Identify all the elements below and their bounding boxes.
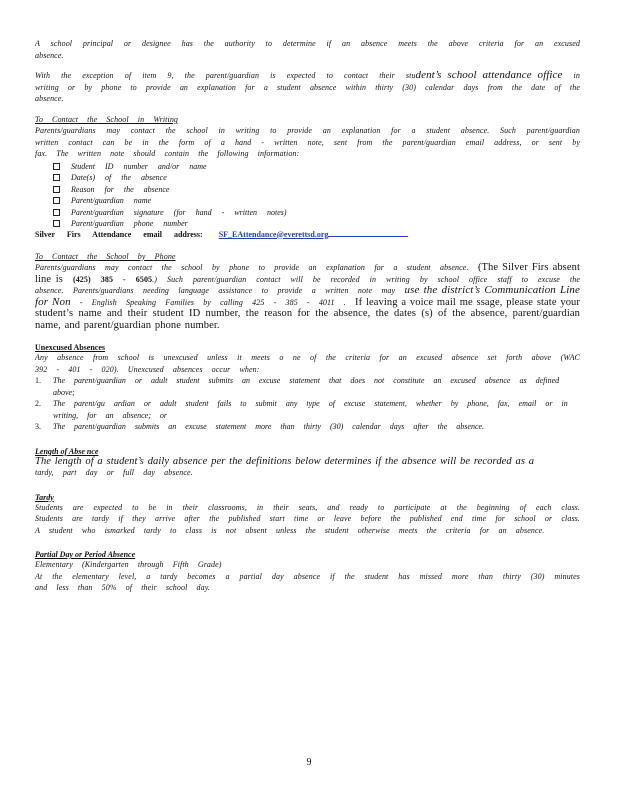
tardy-section xyxy=(35,493,580,537)
exception-text-a: With the exception of item 9, the parent/guardian is expected to contact their stu xyxy=(35,71,416,80)
checkbox-icon xyxy=(53,209,60,216)
principal-paragraph: A school principal or designee has the authority to determine if an absence meets the above criteria for an excused absence. xyxy=(35,39,580,60)
partial-subheading: Elementary (Kindergarten through Fifth Grade) xyxy=(35,560,222,569)
partial-heading: Partial Day or Period Absence xyxy=(35,550,136,559)
checkbox-icon xyxy=(53,186,60,193)
list-item: Parent/guardian phone number xyxy=(35,218,580,230)
exception-paragraph xyxy=(35,70,580,105)
exception-text-b: in writing or by phone to provide an explanation for a student absence within thirty (30) calendar days from the date of the absence. xyxy=(35,71,580,103)
list-item: 1. The parent/guardian or adult student submits an excuse statement that does not constitute an excused absence as defined above; xyxy=(35,376,560,397)
writing-heading: To Contact the School in Writing xyxy=(35,114,179,124)
attendance-email-link[interactable]: SF_EAttendance@everettsd.org xyxy=(218,229,329,239)
phone-heading: To Contact the School by Phone xyxy=(35,251,176,261)
list-item: Parent/guardian name xyxy=(35,195,580,207)
writing-checklist xyxy=(35,161,580,230)
length-heading: Length of Abse nce xyxy=(35,446,99,456)
length-rest: tardy, part day or full day absence. xyxy=(35,468,193,477)
writing-section xyxy=(35,114,580,239)
checkbox-icon xyxy=(53,163,60,170)
list-item: Student ID number and/or name xyxy=(35,161,580,173)
length-paragraph xyxy=(35,456,580,479)
partial-section xyxy=(35,550,580,594)
communication-line-text: use the district’s Communication Line for Non xyxy=(35,284,580,308)
list-item: 3. The parent/guardian submits an excuse statement more than thirty (30) calendar days after the absence. xyxy=(35,422,485,431)
unexcused-section xyxy=(35,343,580,433)
list-item: Reason for the absence xyxy=(35,184,580,196)
document-page xyxy=(35,38,580,603)
list-item: Parent/guardian signature (for hand - written notes) xyxy=(35,207,580,219)
email-underline xyxy=(328,236,408,237)
writing-intro: Parents/guardians may contact the school in writing to provide an explanation for a student absence. Such parent/guardian written contact can be in the form of a hand - written note, sent from the parent/guardian email address, or sent by fax. The written note should contain the following information: xyxy=(35,126,580,158)
phone-text-1: Parents/guardians may contact the school by phone to provide an explanation for a student absence. xyxy=(35,263,469,272)
unexcused-intro: Any absence from school is unexcused unless it meets o ne of the criteria for an excused absence set forth above (WAC 392 - 401 - 020). Unexcused absences occur when: xyxy=(35,353,580,374)
phone-paragraph xyxy=(35,262,580,331)
tardy-heading: Tardy xyxy=(35,492,54,502)
checkbox-icon xyxy=(53,197,60,204)
unexcused-heading: Unexcused Absences xyxy=(35,343,106,352)
unexcused-list xyxy=(35,375,580,433)
partial-paragraph: At the elementary level, a tardy becomes a partial day absence if the student has missed more than thirty (30) minutes and less than 50% of their school day. xyxy=(35,571,580,592)
attendance-email-line xyxy=(35,230,580,239)
voice-mail-instructions: If leaving a voice mail me ssage, please state your student’s name and their student ID number, the reason for the absence, the dates (s) of the absence, parent/guardian name, and parent/guardian phone number. xyxy=(35,296,580,331)
phone-text-3: .) Such parent/guardian contact will be recorded in writing by school office staff to excuse the absence. Parents/guardians needing language assistance to provide a written note may xyxy=(35,274,581,295)
tardy-paragraph: Students are expected to be in their classrooms, in their seats, and ready to participate at the beginning of each class. Students are tardy if they arrive after the published start time or leave before the published end time for school or class. A student who ismarked tardy to class is not absent unless the student otherwise meets the criteria for an absence. xyxy=(35,502,580,535)
exception-text-emphasis: dent’s school attendance office xyxy=(415,69,563,81)
page-number: 9 xyxy=(306,757,312,768)
phone-text-2: (The Silver Firs absent line is xyxy=(35,262,580,285)
phone-section xyxy=(35,251,580,332)
checkbox-icon xyxy=(53,220,60,227)
length-section xyxy=(35,447,580,479)
email-label: Silver Firs Attendance email address: xyxy=(35,229,203,239)
length-emphasis: The length of a student’s daily absence per the definitions below determines if the absence will be recorded as a xyxy=(35,455,535,467)
phone-text-5: - English Speaking Families by calling 425 - 385 - 4011 . xyxy=(79,297,346,307)
checkbox-icon xyxy=(53,174,60,181)
list-item: Date(s) of the absence xyxy=(35,172,580,184)
absent-line-number: (425) 385 - 6505 xyxy=(72,274,153,284)
list-item: 2. The parent/gu ardian or adult student fails to submit any type of excuse statement, whether by phone, fax, email or in writing, for an absence; or xyxy=(35,399,568,420)
